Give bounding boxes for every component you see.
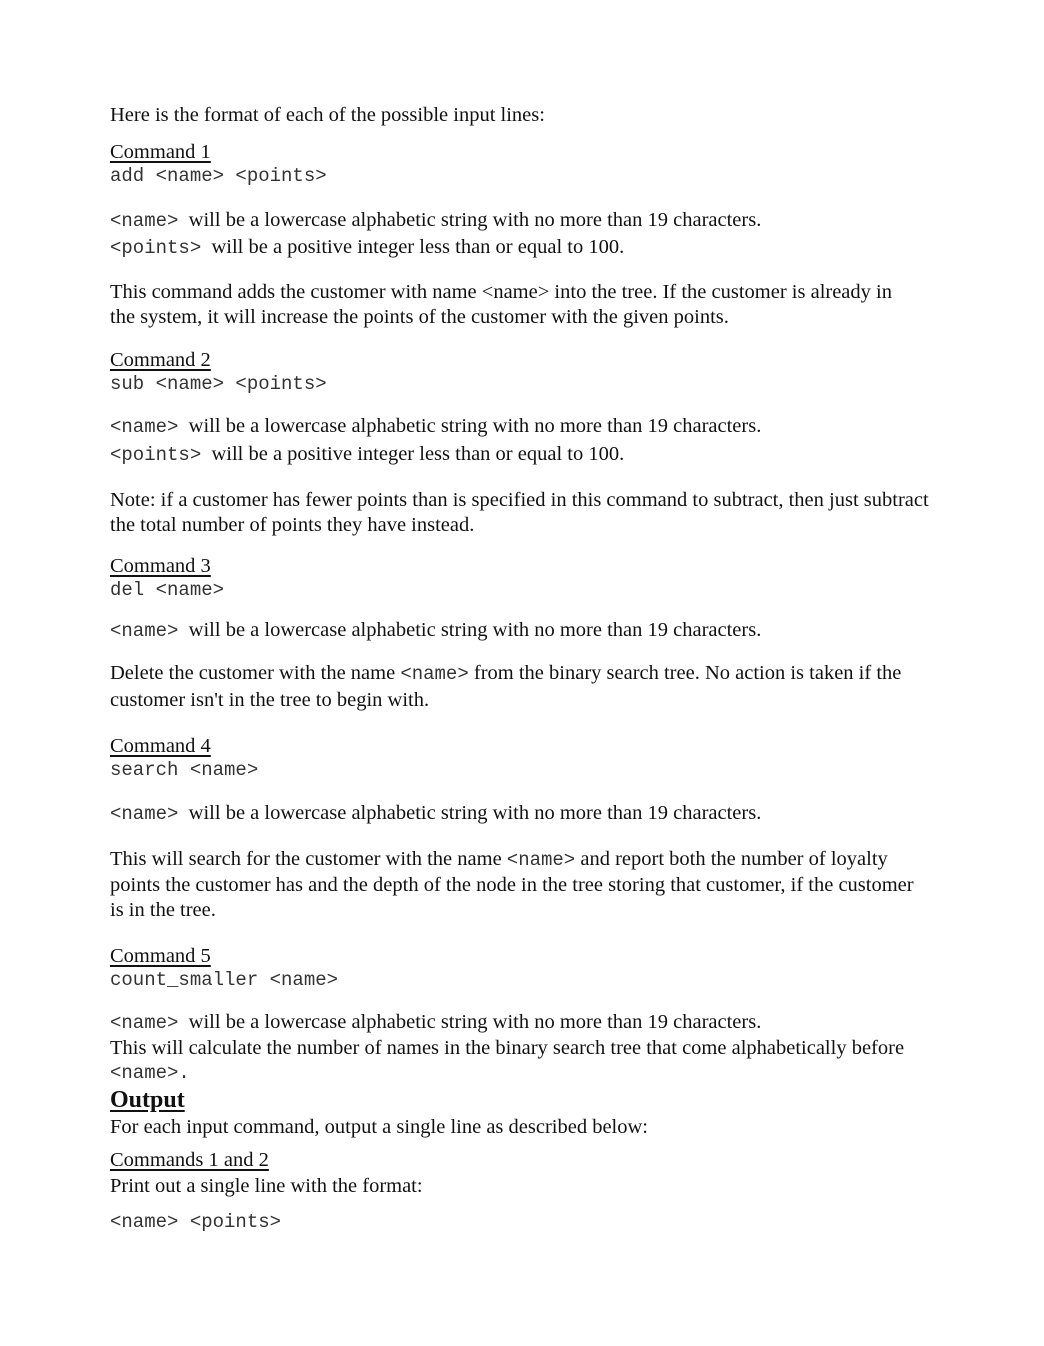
name-desc-text: will be a lowercase alphabetic string with no more than 19 characters. bbox=[188, 1011, 762, 1033]
command-5-syntax: count_smaller <name> bbox=[110, 969, 339, 991]
name-desc-text: will be a lowercase alphabetic string with no more than 19 characters. bbox=[188, 802, 762, 824]
command-4-para-line-1 bbox=[110, 847, 888, 872]
points-desc-text: will be a positive integer less than or equal to 100. bbox=[211, 236, 625, 258]
command-1-name-desc bbox=[110, 208, 761, 233]
para-text: from the binary search tree. No action is taken if the bbox=[468, 662, 902, 684]
command-4-para-line-3: is in the tree. bbox=[110, 899, 216, 921]
command-5-para-line-1: This will calculate the number of names in the binary search tree that come alphabetically before bbox=[110, 1037, 905, 1059]
para-text: into the tree. If the customer is already in bbox=[549, 281, 892, 303]
points-desc-text: will be a positive integer less than or equal to 100. bbox=[211, 443, 625, 465]
command-2-heading: Command 2 bbox=[110, 349, 211, 371]
command-4-name-desc bbox=[110, 801, 761, 826]
command-4-syntax: search <name> bbox=[110, 759, 259, 781]
output-format: <name> <points> bbox=[110, 1211, 282, 1233]
command-1-points-desc bbox=[110, 235, 624, 260]
output-desc: For each input command, output a single line as described below: bbox=[110, 1116, 648, 1138]
name-token: <name> bbox=[506, 849, 576, 871]
para-text: This will search for the customer with the name bbox=[110, 848, 507, 870]
command-5-name-desc bbox=[110, 1010, 761, 1035]
command-1-para-line-1 bbox=[110, 280, 892, 304]
para-text: Delete the customer with the name bbox=[110, 662, 401, 684]
name-token: <name> bbox=[110, 210, 179, 232]
name-token: <name> bbox=[110, 416, 179, 438]
command-4-para-line-2: points the customer has and the depth of the node in the tree storing that customer, if the customer bbox=[110, 874, 914, 896]
command-3-para-line-2: customer isn't in the tree to begin with. bbox=[110, 689, 430, 711]
name-desc-text: will be a lowercase alphabetic string with no more than 19 characters. bbox=[188, 619, 762, 641]
command-5-para-line-2: <name>. bbox=[110, 1062, 190, 1084]
points-token: <points> bbox=[110, 444, 202, 466]
name-token: <name> bbox=[110, 803, 179, 825]
command-2-syntax: sub <name> <points> bbox=[110, 373, 327, 395]
name-token: <name> bbox=[481, 281, 550, 303]
command-4-heading: Command 4 bbox=[110, 735, 211, 757]
name-desc-text: will be a lowercase alphabetic string with no more than 19 characters. bbox=[188, 415, 762, 437]
command-2-points-desc bbox=[110, 442, 624, 467]
command-2-note-line-2: the total number of points they have instead. bbox=[110, 514, 475, 536]
command-5-heading: Command 5 bbox=[110, 945, 211, 967]
name-desc-text: will be a lowercase alphabetic string with no more than 19 characters. bbox=[188, 209, 762, 231]
command-3-heading: Command 3 bbox=[110, 555, 211, 577]
para-text: This command adds the customer with name bbox=[110, 281, 482, 303]
name-token: <name> bbox=[110, 620, 179, 642]
command-2-note-line-1: Note: if a customer has fewer points than is specified in this command to subtract, then just subtract bbox=[110, 489, 929, 511]
points-token: <points> bbox=[110, 237, 202, 259]
intro-text: Here is the format of each of the possible input lines: bbox=[110, 104, 545, 126]
para-text: and report both the number of loyalty bbox=[575, 848, 888, 870]
name-token: <name> bbox=[110, 1012, 179, 1034]
command-1-syntax: add <name> <points> bbox=[110, 165, 327, 187]
output-section-title: Output bbox=[110, 1087, 185, 1113]
output-commands-1-2-heading: Commands 1 and 2 bbox=[110, 1149, 269, 1171]
name-token: <name> bbox=[400, 663, 469, 685]
command-1-para-line-2: the system, it will increase the points of the customer with the given points. bbox=[110, 306, 729, 328]
command-3-syntax: del <name> bbox=[110, 579, 225, 601]
output-commands-1-2-desc: Print out a single line with the format: bbox=[110, 1175, 423, 1197]
command-1-heading: Command 1 bbox=[110, 141, 211, 163]
command-3-para-line-1 bbox=[110, 661, 901, 686]
command-3-name-desc bbox=[110, 618, 761, 643]
command-2-name-desc bbox=[110, 414, 761, 439]
